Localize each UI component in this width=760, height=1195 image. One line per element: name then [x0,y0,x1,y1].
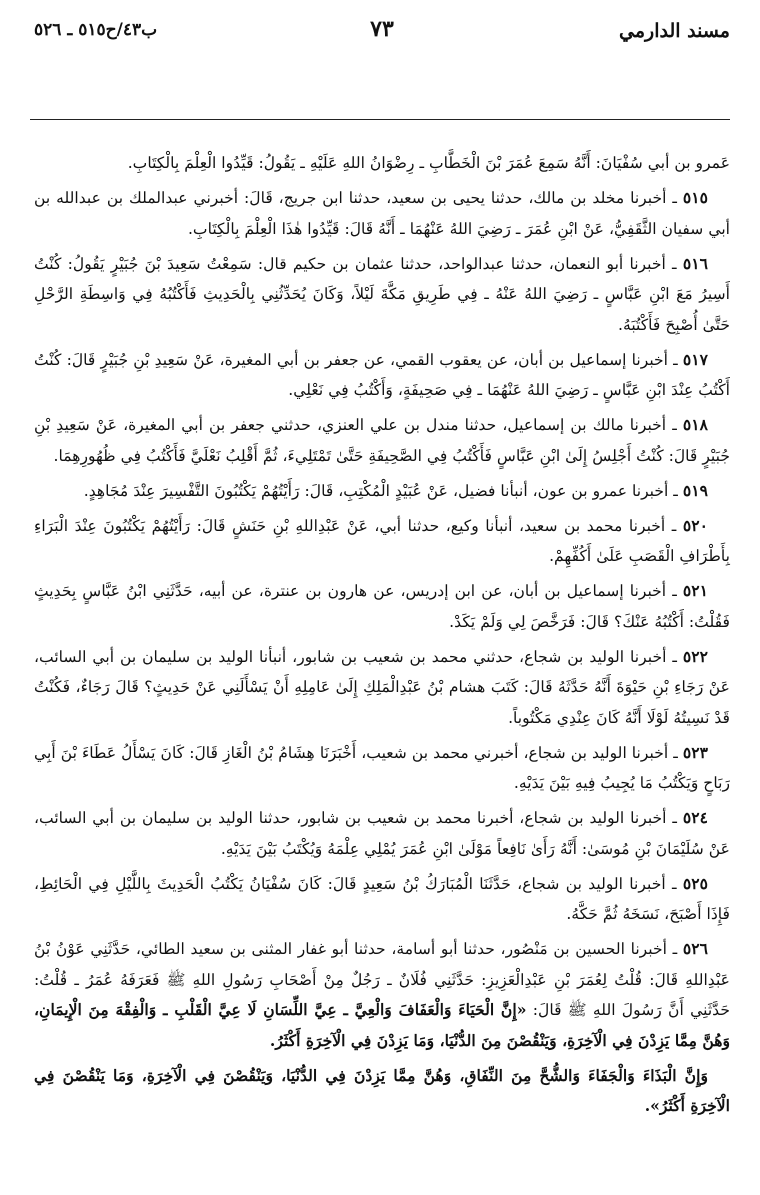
hadith-number: ٥٢٠ [682,515,708,535]
hadith-521 [34,576,730,637]
hadith-number: ٥١٨ [682,415,708,434]
paragraph-text: ـ أخبرنا محمد بن سعيد، أنبأنا وكيع، حدثنا أبي، عَنْ عَبْدِاللهِ بْنِ حَنَشٍ قَالَ: رَأَيْتُهُمْ يَكْتُبُونَ عِنْدَ الْبَرَاءِ بِأَطْرَافِ الْقَصَبِ عَلَىٰ أَكُفِّهِمْ. [34,516,730,565]
prophetic-saying: وَإِنَّ الْبَذَاءَ وَالْجَفَاءَ وَالشُّحَّ مِنَ النِّفَاقِ، وَهُنَّ مِمَّا يَزِدْنَ فِي الدُّنْيَا، وَيَنْقُصْنَ فِي الْآخِرَةِ، وَمَا يَنْقُصْنَ فِي الْآخِرَةِ أَكْثَرُ». [34,1065,730,1115]
prophetic-saying: «إِنَّ الْحَيَاءَ وَالْعَفَافَ وَالْعِيَّ ـ عِيَّ اللِّسَانِ لَا عِيَّ الْقَلْبِ ـ وَالْفِقْهَ مِنَ الْإِيمَانِ، وَهُنَّ مِمَّا يَزِدْنَ فِي الْآخِرَةِ، وَيَنْقُصْنَ مِنَ الدُّنْيَا، وَمَا يَزِدْنَ فِي الْآخِرَةِ أَكْثَرُ. [34,1000,730,1050]
hadith-number: ٥١٩ [682,480,708,500]
hadith-number: ٥٢٤ [682,808,708,827]
hadith-number: ٥٢٢ [682,646,708,666]
prophetic-saying-continued [34,1061,730,1122]
hadith-number: ٥١٧ [682,349,708,369]
hadith-517 [34,345,730,406]
hadith-525 [34,869,730,930]
hadith-520 [34,511,730,572]
paragraph-text: ـ أخبرنا الوليد بن شجاع، أخبرني محمد بن شعيب، أَخْبَرَنَا هِشَامُ بْنُ الْغَازِ قَالَ: كَانَ يَسْأَلُ عَطَاءَ بْنَ أَبِي رَبَاحٍ وَيَكْتُبُ مَا يُجِيبُ فِيهِ بَيْنَ يَدَيْهِ. [34,743,730,792]
paragraph-text: ـ أخبرنا إسماعيل بن أبان، عن ابن إدريس، عن هارون بن عنترة، عن أبيه، حَدَّثَنِي ابْنُ عَبَّاسٍ بِحَدِيثٍ فَقُلْتُ: أَكْتُبُهُ عَنْكَ؟ قَالَ: فَرَخَّصَ لِي وَلَمْ يَكَدْ. [34,582,730,631]
paragraph-text: ـ أخبرنا مالك بن إسماعيل، حدثنا مندل بن علي العنزي، حدثني جعفر بن أبي المغيرة، عَنْ سَعِيدِ بْنِ جُبَيْرٍ قَالَ: كُنْتُ أَجْلِسُ إِلَىٰ ابْنِ عَبَّاسٍ فَأَكْتُبُ فِي الصَّحِيفَةِ حَتَّىٰ تَمْتَلِيءَ، ثُمَّ أَقْلِبُ نَعْلَيَّ فَأَكْتُبُ فِي ظُهُورِهِمَا. [34,416,730,465]
hadith-524 [34,803,730,864]
paragraph-text: عَمرو بن أبي سُفْيَانَ: أَنَّهُ سَمِعَ عُمَرَ بْنَ الْخَطَّابِ ـ رِضْوَانُ اللهِ عَلَيْهِ ـ يَقُولُ: قَيِّدُوا الْعِلْمَ بِالْكِتَابِ. [127,154,730,172]
paragraph-text: ـ أخبرنا الوليد بن شجاع، حدثني محمد بن شعيب بن شابور، أنبأنا الوليد بن سليمان بن أبي السائب، عَنْ رَجَاءِ بْنِ حَيْوَةَ أَنَّهُ حَدَّثَهُ قَالَ: كَتَبَ هشام بْنُ عَبْدِالْمَلِكِ إِلَىٰ عَامِلِهِ أَنْ يَسْأَلَنِي عَنْ حَدِيثٍ؟ قَالَ رَجَاءٌ، فَكُنْتُ قَدْ نَسِيتُهُ لَوْلَا أَنَّهُ كَانَ عِنْدِي مَكْتُوباً. [34,647,730,727]
hadith-516 [34,249,730,341]
hadith-522 [34,642,730,734]
paragraph-text: ـ أخبرنا أبو النعمان، حدثنا عبدالواحد، حدثنا عثمان بن حكيم قال: سَمِعْتُ سَعِيدَ بْنَ جُبَيْرٍ يَقُولُ: كُنْتُ أَسِيرُ مَعَ ابْنِ عَبَّاسٍ ـ رَضِيَ اللهُ عَنْهُ ـ فِي طَرِيقِ مَكَّةَ لَيْلاً، وَكَانَ يُحَدِّثُنِي بِالْحَدِيثِ فَأَكْتُبُهُ فِي وَاسِطَةِ الرَّحْلِ حَتَّىٰ أُصْبِحَ فَأَكْتُبَهُ. [34,254,730,334]
paragraph-continued [34,148,730,179]
hadith-518 [34,410,730,471]
paragraph-text: ـ أخبرنا مخلد بن مالك، حدثنا يحيى بن سعيد، حدثنا ابن جريج، قَالَ: أخبرني عبدالملك بن عبدالله بن أبي سفيان الثَّقَفِيُّ، عَنْ ابْنِ عُمَرَ ـ رَضِيَ اللهُ عَنْهُمَا ـ أَنَّهُ قَالَ: قَيِّدُوا هٰذَا الْعِلْمَ بِالْكِتَابِ. [34,189,730,238]
page-number: ٧٣ [370,16,394,42]
hadith-515 [34,183,730,244]
hadith-number: ٥٢٣ [682,742,708,762]
page-body [34,148,730,1126]
paragraph-text: ـ أخبرنا عمرو بن عون، أنبأنا فضيل، عَنْ عُبَيْدٍ الْمُكْتِبِ، قَالَ: رَأَيْتُهُمْ يَكْتُبُونَ التَّفْسِيرَ عِنْدَ مُجَاهِدٍ. [83,481,678,500]
hadith-number: ٥١٥ [682,188,708,207]
hadith-519 [34,476,730,507]
page-header [34,0,730,58]
paragraph-text: ـ أخبرنا إسماعيل بن أبان، عن يعقوب القمي، عن جعفر بن أبي المغيرة، عَنْ سَعِيدِ بْنِ جُبَيْرٍ قَالَ: كُنْتُ أَكْتُبُ عِنْدَ ابْنِ عَبَّاسٍ ـ رَضِيَ اللهُ عَنْهُمَا ـ فِي صَحِيفَةٍ، وَأَكْتُبُ فِي نَعْلِي. [34,350,730,399]
hadith-number: ٥٢١ [682,581,708,600]
hadith-number: ٥١٦ [682,253,708,273]
hadith-range: ب٤٣/ح٥١٥ ـ ٥٢٦ [34,20,158,40]
paragraph-text: ـ أخبرنا الحسين بن مَنْصُور، حدثنا أبو أسامة، حدثنا أبو غفار المثنى بن سعيد الطائي، حَدَّثَنِي عَوْنُ بْنُ عَبْدِاللهِ قَالَ: قُلْتُ لِعُمَرَ بْنِ عَبْدِالْعَزِيزِ: حَدَّثَنِي فُلَانٌ ـ رَجُلٌ مِنْ أَصْحَابِ رَسُولِ اللهِ ﷺ فَعَرَفَهُ عُمَرُ ـ قُلْتُ: حَدَّثَنِي أَنَّ رَسُولَ اللهِ ﷺ قَالَ: [34,940,730,1019]
hadith-526 [34,934,730,1056]
hadith-number: ٥٢٥ [682,873,708,893]
hadith-number: ٥٢٦ [682,939,708,958]
hadith-523 [34,738,730,799]
header-rule [30,119,730,120]
paragraph-text: ـ أخبرنا الوليد بن شجاع، أخبرنا محمد بن شعيب بن شابور، حدثنا الوليد بن سليمان بن أبي السائب، عَنْ سُلَيْمَانَ بْنِ مُوسَىٰ: أَنَّهُ رَأَىٰ نَافِعاً مَوْلَىٰ ابْنِ عُمَرَ يُمْلِي عِلْمَهُ وَيُكْتَبُ بَيْنَ يَدَيْهِ. [34,809,730,858]
paragraph-text: ـ أخبرنا الوليد بن شجاع، حَدَّثَنَا الْمُبَارَكُ بْنُ سَعِيدٍ قَالَ: كَانَ سُفْيَانُ يَكْتُبُ الْحَدِيثَ بِاللَّيْلِ فِي الْحَائِطِ، فَإِذَا أَصْبَحَ، نَسَخَهُ ثُمَّ حَكَّهُ. [34,874,730,923]
book-title: مسند الدارمي [619,20,730,42]
